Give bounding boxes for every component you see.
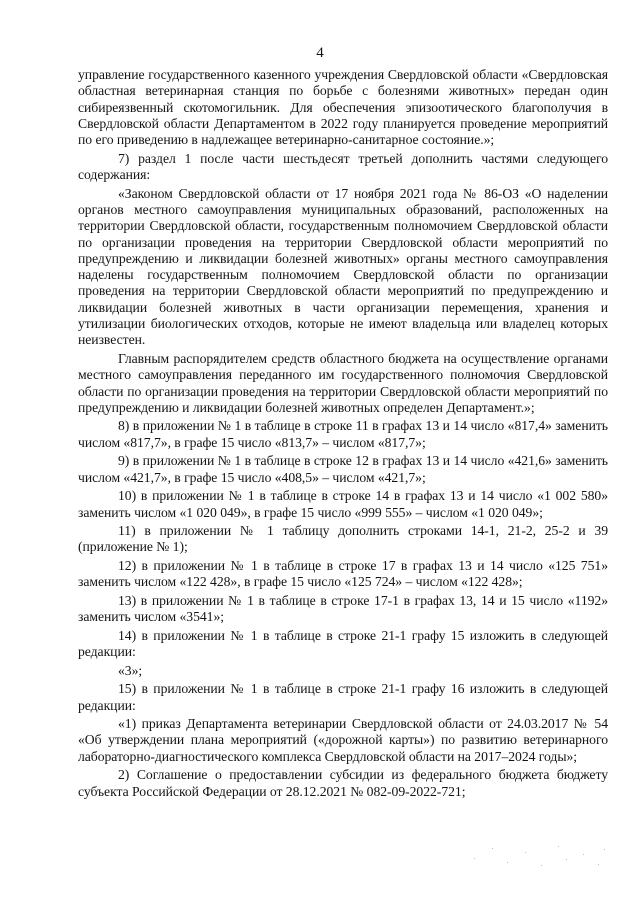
paragraph-item-9: 9) в приложении № 1 в таблице в строке 12 в графах 13 и 14 число «421,6» заменить числом «421,7», в графе 15 число «408,5» – числом «421,7»; — [78, 453, 608, 485]
paragraph-item-12: 12) в приложении № 1 в таблице в строке 17 в графах 13 и 14 число «125 751» заменить числом «122 428», в графе 15 число «125 724» – числом «122 428»; — [78, 557, 608, 590]
paragraph-law-quote: «Законом Свердловской области от 17 ноября 2021 года № 86-ОЗ «О наделении органов местного самоуправления муниципальных образований, расположенных на территории Свердловской области, государственным полномочием Свердловской области по организации проведения на территории Свердловской области мероприятий по предупреждению и ликвидации болезней животных» органы местного самоуправления наделены государственным полномочием Свердловской области по организации проведения на территории Свердловской области мероприятий по предупреждению и ликвидации болезней животных в части организации перемещения, хранения и утилизации биологических отходов, которые не имеют владельца или владелец которых неизвестен. — [78, 185, 608, 348]
paragraph-item-13: 13) в приложении № 1 в таблице в строке 17-1 в графах 13, 14 и 15 число «1192» заменить числом «3541»; — [78, 592, 608, 625]
paragraph-item-14-value: «3»; — [118, 662, 143, 678]
document-body — [78, 67, 608, 800]
page-number: 4 — [316, 45, 324, 61]
paragraph-item-10: 10) в приложении № 1 в таблице в строке 14 в графах 13 и 14 число «1 002 580» заменить числом «1 020 049», в графе 15 число «999 555» – числом «1 020 049»; — [78, 488, 608, 520]
paragraph-item-8: 8) в приложении № 1 в таблице в строке 11 в графах 13 и 14 число «817,4» заменить числом «817,7», в графе 15 число «813,7» – числом «817,7»; — [78, 418, 608, 450]
paragraph-item-15: 15) в приложении № 1 в таблице в строке 21-1 графу 16 изложить в следующей редакции: — [78, 681, 608, 713]
paragraph-item-14: 14) в приложении № 1 в таблице в строке 21-1 графу 15 изложить в следующей редакции: — [78, 627, 608, 660]
paragraph-item-11: 11) в приложении № 1 таблицу дополнить строками 14-1, 21-2, 25-2 и 39 (приложение № 1); — [78, 523, 608, 555]
paragraph-continuation: управление государственного казенного учреждения Свердловской области «Свердловская областная ветеринарная станция по борьбе с болезнями животных» передан один сибиреязвенный скотомогильник. Для обеспечения эпизоотического благополучия в Свердловской области Департаментом в 2022 году планируется проведение мероприятий по его приведению в надлежащее ветеринарно-санитарное состояние.»; — [78, 67, 608, 148]
paragraph-item-7: 7) раздел 1 после части шестьдесят третьей дополнить частями следующего содержания: — [78, 150, 608, 183]
scan-artifact — [470, 840, 610, 870]
paragraph-item-15-subitem-1: «1) приказ Департамента ветеринарии Свердловской области от 24.03.2017 № 54 «Об утверждении плана мероприятий («дорожной карты») по развитию ветеринарного лабораторно-диагностического комплекса Свердловской области на 2017–2024 годы»; — [78, 716, 608, 764]
paragraph-main-administrator: Главным распорядителем средств областного бюджета на осуществление органами местного самоуправления переданного им государственного полномочия Свердловской области по организации проведения на территории Свердловской области мероприятий по предупреждению и ликвидации болезней животных определен Департамент.»; — [78, 350, 608, 415]
paragraph-item-15-subitem-2: 2) Соглашение о предоставлении субсидии из федерального бюджета бюджету субъекта Российской Федерации от 28.12.2021 № 082-09-2022-721; — [78, 767, 608, 799]
